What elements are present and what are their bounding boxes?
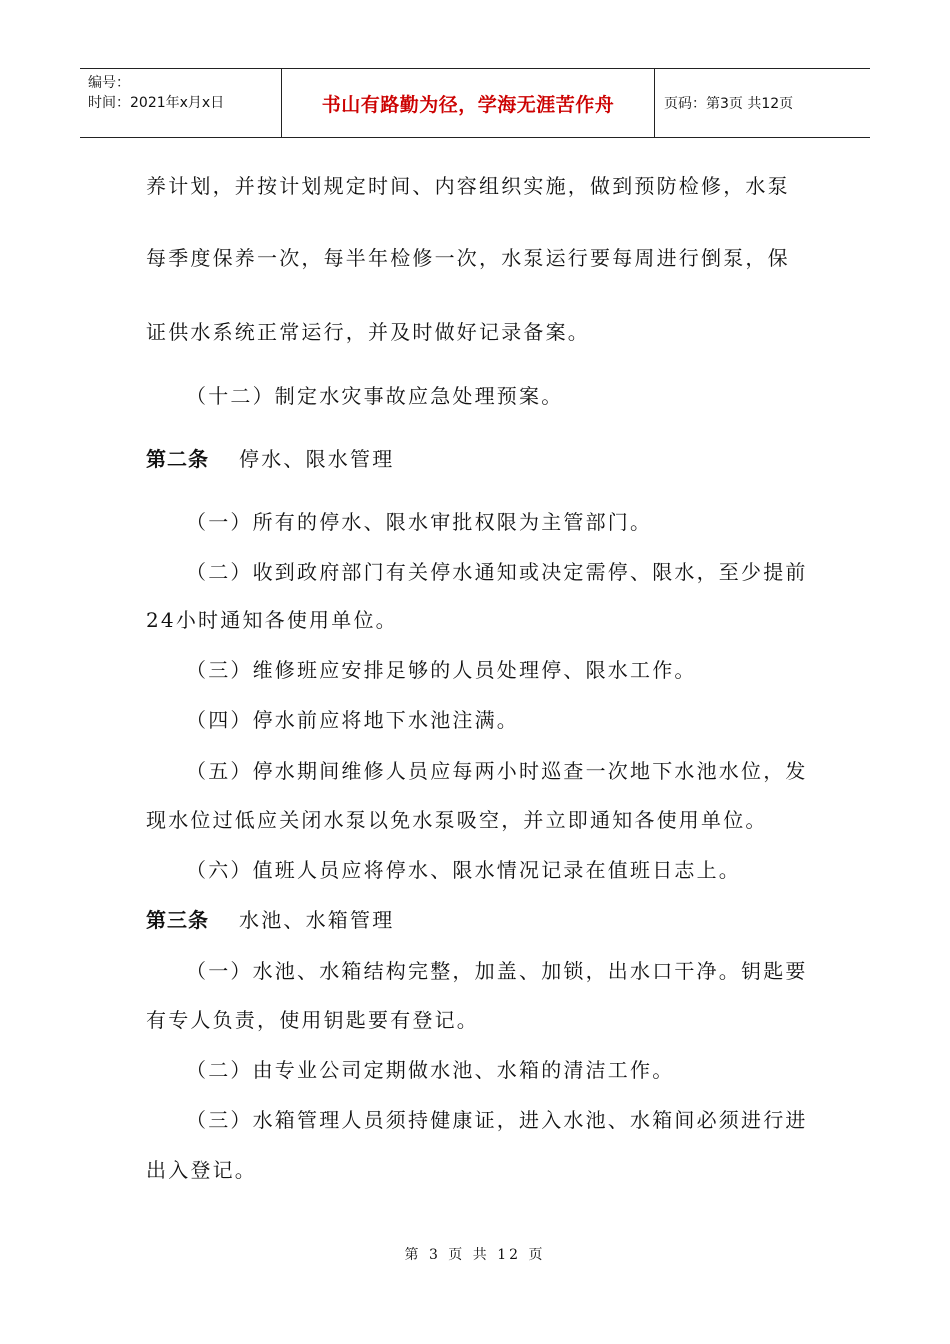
paragraph-line: （六）值班人员应将停水、限水情况记录在值班日志上。 — [186, 858, 741, 882]
paragraph-line: （二）由专业公司定期做水池、水箱的清洁工作。 — [186, 1058, 675, 1082]
paragraph-line: 有专人负责，使用钥匙要有登记。 — [146, 1008, 479, 1032]
paragraph-line: 出入登记。 — [146, 1158, 257, 1182]
paragraph-line: 每季度保养一次，每半年检修一次，水泵运行要每周进行倒泵，保 — [146, 246, 790, 270]
article-title: 水池、水箱管理 — [239, 908, 395, 932]
paragraph-line: （三）水箱管理人员须持健康证，进入水池、水箱间必须进行进 — [186, 1108, 808, 1132]
paragraph-line: 现水位过低应关闭水泵以免水泵吸空，并立即通知各使用单位。 — [146, 808, 768, 832]
document-number-label: 编号： — [88, 75, 130, 91]
document-header — [80, 68, 870, 138]
document-time-label: 时间：2021年x月x日 — [88, 95, 225, 111]
article-heading — [146, 906, 806, 934]
paragraph-line: 养计划，并按计划规定时间、内容组织实施，做到预防检修，水泵 — [146, 174, 790, 198]
paragraph-line: （五）停水期间维修人员应每两小时巡查一次地下水池水位，发 — [186, 759, 808, 783]
paragraph-line: 证供水系统正常运行，并及时做好记录备案。 — [146, 320, 590, 344]
article-label: 第三条 — [146, 908, 209, 932]
paragraph-line: （二）收到政府部门有关停水通知或决定需停、限水，至少提前 — [186, 560, 808, 584]
paragraph-line: （一）所有的停水、限水审批权限为主管部门。 — [186, 510, 653, 534]
page-footer: 第 3 页 共 12 页 — [404, 1247, 546, 1263]
paragraph-line: 24小时通知各使用单位。 — [146, 608, 398, 632]
article-title: 停水、限水管理 — [239, 447, 395, 471]
paragraph-line: （四）停水前应将地下水池注满。 — [186, 708, 519, 732]
header-page-info: 页码：第3页 共12页 — [664, 96, 794, 112]
paragraph-line: （十二）制定水灾事故应急处理预案。 — [186, 384, 564, 408]
paragraph-line: （三）维修班应安排足够的人员处理停、限水工作。 — [186, 658, 697, 682]
header-motto: 书山有路勤为径，学海无涯苦作舟 — [321, 93, 615, 116]
article-heading — [146, 445, 806, 473]
header-meta — [88, 73, 278, 113]
article-label: 第二条 — [146, 447, 209, 471]
paragraph-line: （一）水池、水箱结构完整，加盖、加锁，出水口干净。钥匙要 — [186, 959, 808, 983]
header-divider — [654, 69, 655, 137]
